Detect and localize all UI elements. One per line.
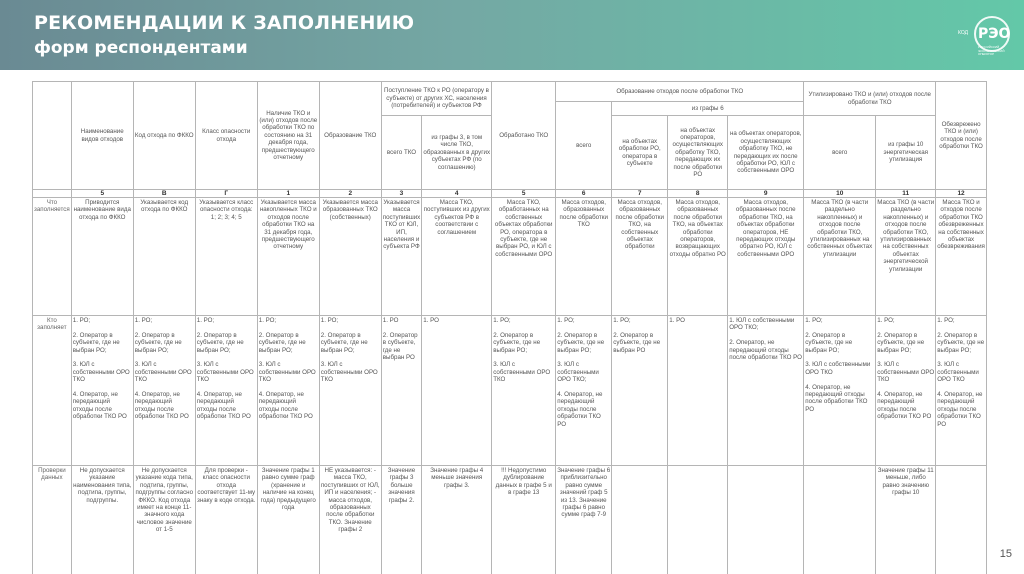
header-group-after-processing: Образование отходов после обработки ТКО [556, 82, 804, 102]
what-cell: Указывается код отхода по ФККО [133, 198, 195, 316]
check-cell: Для проверки - класс опасности отхода соответствует 11-му знаку в коде отхода. [195, 466, 257, 574]
reo-logo-icon [958, 16, 1020, 56]
who-cell: 1. ЮЛ с собственными ОРО ТКО; 2. Оператор, не передающий отходы после обработки ТКО РО [728, 316, 804, 466]
check-cell [936, 466, 987, 574]
check-cell: Значение графы 6 приблизительно равно сумме значений граф 5 из 13. Значение графы 6 равно сумме граф 7-9 [556, 466, 612, 574]
header-stock: Наличие ТКО и (или) отходов после обработки ТКО по состоянию на 31 декабря года, предшествующего отчетному [257, 82, 319, 190]
slide-title: РЕКОМЕНДАЦИИ К ЗАПОЛНЕНИЮ [34, 12, 415, 34]
logo-mark: РЭО [978, 26, 1011, 42]
number-cell: 2 [319, 190, 381, 198]
header-own-facilities: на объектах обработки РО, оператора в субъекте [612, 116, 668, 190]
who-cell: 1. РО [422, 316, 492, 466]
recommendations-table [32, 81, 987, 574]
what-cell: Масса отходов, образованных после обработки ТКО, на собственных объектах обработки [612, 198, 668, 316]
number-cell: 12 [936, 190, 987, 198]
number-cell: 5 [71, 190, 133, 198]
number-cell: 10 [804, 190, 876, 198]
what-cell: Указывается класс опасности отхода: 1; 2; 3; 4; 5 [195, 198, 257, 316]
what-cell: Указывается масса поступивших ТКО от ЮЛ, ИП, населения и субъекта РФ [381, 198, 421, 316]
number-cell [33, 190, 72, 198]
check-cell [668, 466, 728, 574]
header-from-column-6: из графы 6 [612, 102, 804, 116]
check-cell [612, 466, 668, 574]
number-cell: 8 [668, 190, 728, 198]
who-cell: 1. РО; 2. Оператор в субъекте, где не выбран РО; 3. ЮЛ с собственными ОРО ТКО 4. Оператор, не передающий отходы после обработки ТКО РО [71, 316, 133, 466]
what-cell: Масса отходов, образованных после обработки ТКО, на объектах обработки операторов, возвращающих отходы обратно РО [668, 198, 728, 316]
who-cell: 1. РО; 2. Оператор в субъекте, где не выбран РО; 3. ЮЛ с собственными ОРО ТКО 4. Оператор, не передающий отходы после обработки ТКО РО [195, 316, 257, 466]
who-cell: 1. РО; 2. Оператор в субъекте, где не выбран РО [612, 316, 668, 466]
table-viewport [0, 70, 1024, 574]
logo-subtitle: РОССИЙСКИЙ ЭКОЛОГИЧЕСКИЙ ОПЕРАТОР [978, 45, 1005, 56]
what-cell: Масса ТКО, поступивших из других субъектов РФ в соответствии с соглашением [422, 198, 492, 316]
number-cell: Г [195, 190, 257, 198]
who-cell: 1. РО; 2. Оператор в субъекте, где не выбран РО; 3. ЮЛ с собственными ОРО ТКО 4. Оператор, не передающий отходы после обработки ТКО РО [804, 316, 876, 466]
number-cell: 4 [422, 190, 492, 198]
number-cell: 5 [492, 190, 556, 198]
header-group-utilized: Утилизировано ТКО и (или) отходов после обработки ТКО [804, 82, 936, 116]
who-cell: 1. РО; 2. Оператор в субъекте, где не выбран РО; 3. ЮЛ с собственными ОРО ТКО 4. Оператор, не передающий отходы после обработки ТКО РО [876, 316, 936, 466]
what-cell: Приводится наименование вида отхода по ФККО [71, 198, 133, 316]
what-cell: Масса отходов, образованных после обработки ТКО, на объектах обработки операторов, НЕ передающих отходы обратно РО, ЮЛ с собственными ОРО [728, 198, 804, 316]
what-cell: Указывается масса образованных ТКО (собственных) [319, 198, 381, 316]
number-cell: 1 [257, 190, 319, 198]
who-cell: 1. РО; 2. Оператор в субъекте, где не выбран РО; 3. ЮЛ с собственными ОРО ТКО 4. Оператор, не передающий отходы после обработки ТКО РО [257, 316, 319, 466]
check-cell: Значение графы 3 больше значения графы 2. [381, 466, 421, 574]
header-fkko-code: Код отхода по ФККО [133, 82, 195, 190]
what-cell: Масса ТКО, обработанных на собственных объектах обработки РО, оператора в субъекте, где не выбран РО, и ЮЛ с собственными ОРО [492, 198, 556, 316]
check-cell: !!! Недопустимо дублирование данных в графе 5 и в графе 13 [492, 466, 556, 574]
row-label-who: Кто заполняет [33, 316, 72, 466]
slide-subtitle: форм респондентами [34, 38, 248, 58]
header-hazard-class: Класс опасности отхода [195, 82, 257, 190]
what-cell: Масса ТКО (в части раздельно накопленных) и отходов после обработки ТКО, утилизированных на собственных объектах энергетической утилизации [876, 198, 936, 316]
number-cell: 9 [728, 190, 804, 198]
header-neutralized: Обезврежено ТКО и (или) отходов после обработки ТКО [936, 82, 987, 190]
header-receipt-other-regions: из графы 3, в том числе ТКО, образованных в других субъектах РФ (по соглашению) [422, 116, 492, 190]
logo-prefix: КОД [958, 30, 969, 36]
header-group-receipt: Поступление ТКО к РО (оператору в субъекте) от других ХС, населения (потребителей) и субъектов РФ [381, 82, 491, 116]
who-cell: 1. РО; 2. Оператор в субъекте, где не выбран РО; 3. ЮЛ с собственными ОРО ТКО; 4. Оператор, не передающий отходы после обработки ТКО РО [556, 316, 612, 466]
slide-header-banner [0, 0, 1024, 70]
header-utilized-total: всего [804, 116, 876, 190]
who-cell: 1. РО [668, 316, 728, 466]
row-label-what: Что заполняется [33, 198, 72, 316]
header-energy-utilization: из графы 10 энергетическая утилизация [876, 116, 936, 190]
header-after-total: всего [556, 102, 612, 190]
what-cell: Масса ТКО и отходов после обработки ТКО обезвреженных на собственных объектах обезвреживания [936, 198, 987, 316]
number-cell: 6 [556, 190, 612, 198]
who-cell: 1. РО; 2. Оператор в субъекте, где не выбран РО; 3. ЮЛ с собственными ОРО ТКО [319, 316, 381, 466]
row-label-checks: Проверки данных [33, 466, 72, 574]
check-cell: Значение графы 1 равно сумме граф (хранение и наличие на конец года) предыдущего года [257, 466, 319, 574]
what-cell: Масса отходов, образованных после обработки ТКО [556, 198, 612, 316]
header-waste-name: Наименование видов отходов [71, 82, 133, 190]
page-number: 15 [999, 548, 1012, 560]
check-cell [728, 466, 804, 574]
header-processed: Обработано ТКО [492, 82, 556, 190]
who-cell: 1. РО 2. Оператор в субъекте, где не выбран РО [381, 316, 421, 466]
who-cell: 1. РО; 2. Оператор в субъекте, где не выбран РО; 3. ЮЛ с собственными ОРО ТКО 4. Оператор, не передающий отходы после обработки ТКО РО [936, 316, 987, 466]
check-cell: Не допускается указание кода типа, подтипа, группы, подгруппы согласно ФККО. Код отхода имеет на конце 11-значного кода числовое значение от 1-5 [133, 466, 195, 574]
check-cell [804, 466, 876, 574]
header-empty-corner [33, 82, 72, 190]
what-cell: Масса ТКО (в части раздельно накопленных) и отходов после обработки ТКО, утилизированных на собственных объектах утилизации [804, 198, 876, 316]
header-receipt-total: всего ТКО [381, 116, 421, 190]
what-cell: Указывается масса накопленных ТКО и отходов после обработки ТКО на 31 декабря года, предшествующего отчетному [257, 198, 319, 316]
number-cell: 7 [612, 190, 668, 198]
header-non-returning-operators: на объектах операторов, осуществляющих обработку ТКО, не передающих их после обработки РО, ЮЛ с собственными ОРО [728, 116, 804, 190]
number-cell: 3 [381, 190, 421, 198]
check-cell: Значение графы 11 меньше, либо равно значению графы 10 [876, 466, 936, 574]
check-cell: НЕ указывается: - масса ТКО, поступивших от ЮЛ, ИП и населения; - масса отходов, образованных после обработки ТКО. Значение графы 2 [319, 466, 381, 574]
who-cell: 1. РО; 2. Оператор в субъекте, где не выбран РО; 3. ЮЛ с собственными ОРО ТКО 4. Оператор, не передающий отходы после обработки ТКО РО [133, 316, 195, 466]
header-generation: Образование ТКО [319, 82, 381, 190]
header-returning-operators: на объектах операторов, осуществляющих обработку ТКО, передающих их после обработки РО [668, 116, 728, 190]
check-cell: Не допускается указание наименования типа, подтипа, группы, подгруппы. [71, 466, 133, 574]
number-cell: В [133, 190, 195, 198]
who-cell: 1. РО; 2. Оператор в субъекте, где не выбран РО; 3. ЮЛ с собственными ОРО ТКО [492, 316, 556, 466]
check-cell: Значение графы 4 меньше значения графы 3. [422, 466, 492, 574]
number-cell: 11 [876, 190, 936, 198]
